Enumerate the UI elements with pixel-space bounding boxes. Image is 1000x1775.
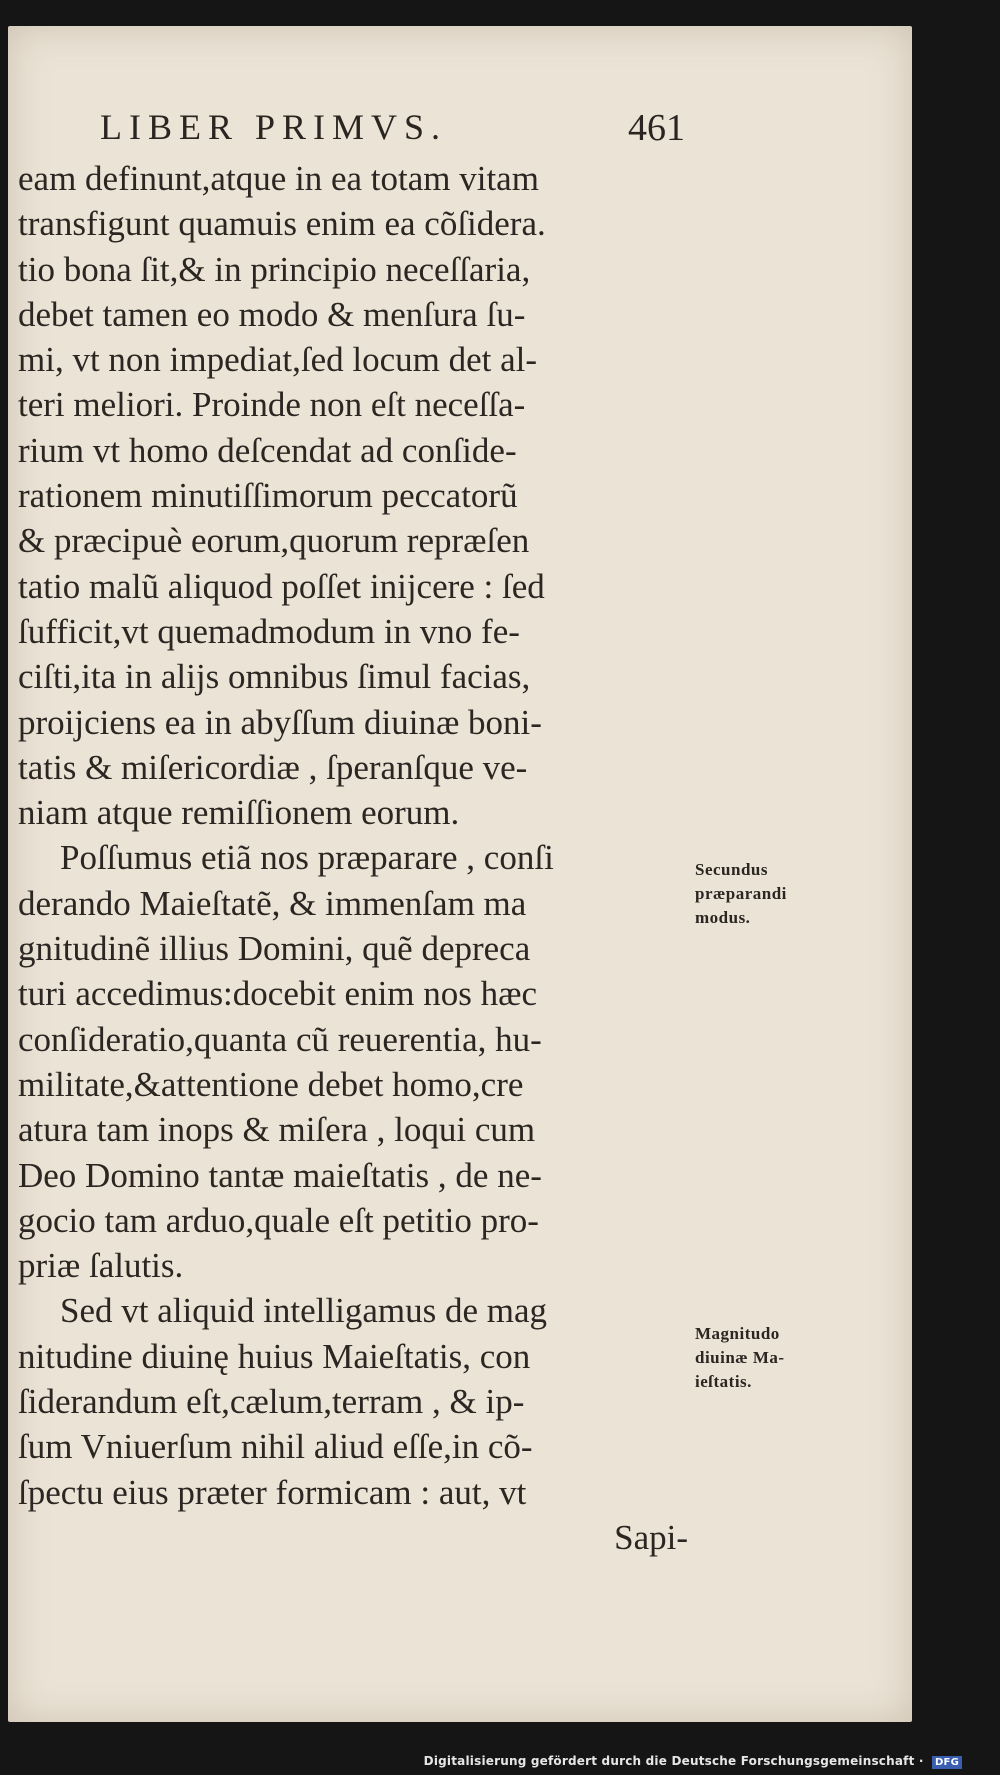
digitization-credit xyxy=(424,1754,962,1769)
text-line: teri meliori. Proinde non eſt neceſſa- xyxy=(18,385,526,425)
page-header xyxy=(100,78,685,148)
text-line: tatio malũ aliquod poſſet inijcere : ſed xyxy=(18,566,545,606)
marginal-note-line: præparandi xyxy=(695,884,787,903)
text-line: ciſti,ita in alijs omnibus ſimul facias, xyxy=(18,657,531,697)
text-line: rium vt homo deſcendat ad conſide- xyxy=(18,430,517,470)
text-line: Sed vt aliquid intelligamus de mag xyxy=(60,1291,548,1331)
body-text xyxy=(18,156,688,1560)
text-line: turi accedimus:docebit enim nos hæc xyxy=(18,974,538,1014)
marginal-note-line: ieſtatis. xyxy=(695,1372,752,1391)
text-line: tio bona ſit,& in principio neceſſaria, xyxy=(18,249,531,289)
text-line: proijciens ea in abyſſum diuinæ boni- xyxy=(18,702,542,742)
text-line: priæ ſalutis. xyxy=(18,1246,184,1286)
text-line: ſum Vniuerſum nihil aliud eſſe,in cõ- xyxy=(18,1427,533,1467)
catchword: Sapi- xyxy=(614,1517,688,1557)
text-line: atura tam inops & miſera , loqui cum xyxy=(18,1110,536,1150)
credit-text: Digitalisierung gefördert durch die Deutsche Forschungsgemeinschaft · xyxy=(423,1754,924,1768)
text-line: gnitudinẽ illius Domini, quẽ depreca xyxy=(18,929,531,969)
text-line: tatis & miſericordiæ , ſperanſque ve- xyxy=(18,747,528,787)
page-number: 461 xyxy=(628,107,685,149)
text-line: niam atque remiſſionem eorum. xyxy=(18,793,460,833)
text-line: ſufficit,vt quemadmodum in vno fe- xyxy=(18,611,520,651)
text-line: derando Maieſtatẽ, & immenſam ma xyxy=(18,883,527,923)
text-line: debet tamen eo modo & menſura ſu- xyxy=(18,294,526,334)
marginal-note-line: diuinæ Ma- xyxy=(695,1348,785,1367)
text-line: mi, vt non impediat,ſed locum det al- xyxy=(18,340,538,380)
marginal-note-line: Secundus xyxy=(695,860,768,879)
marginal-note xyxy=(695,1322,875,1394)
text-line: ſpectu eius præter formicam : aut, vt xyxy=(18,1472,527,1512)
text-line: militate,&attentione debet homo,cre xyxy=(18,1064,524,1104)
text-line: & præcipuè eorum,quorum repræſen xyxy=(18,521,530,561)
text-line: eam definunt,atque in ea totam vitam xyxy=(18,159,539,198)
marginal-note xyxy=(695,858,875,930)
marginal-note-line: modus. xyxy=(695,908,751,927)
text-line: transfigunt quamuis enim ea cõſidera. xyxy=(18,204,546,244)
text-line: nitudine diuinę huius Maieſtatis, con xyxy=(18,1336,531,1376)
text-line: conſideratio,quanta cũ reuerentia, hu- xyxy=(18,1019,542,1059)
text-line: gocio tam arduo,quale eſt petitio pro- xyxy=(18,1200,539,1240)
book-page xyxy=(8,26,912,1722)
text-line: ſiderandum eſt,cælum,terram , & ip- xyxy=(18,1382,525,1422)
dfg-logo: DFG xyxy=(932,1756,962,1769)
text-line: rationem minutiſſimorum peccatorũ xyxy=(18,476,518,516)
text-line: Poſſumus etiã nos præparare , conſi xyxy=(60,838,554,878)
marginal-note-line: Magnitudo xyxy=(695,1324,780,1343)
running-head: LIBER PRIMVS. xyxy=(100,107,448,147)
text-line: Deo Domino tantæ maieſtatis , de ne- xyxy=(18,1155,542,1195)
